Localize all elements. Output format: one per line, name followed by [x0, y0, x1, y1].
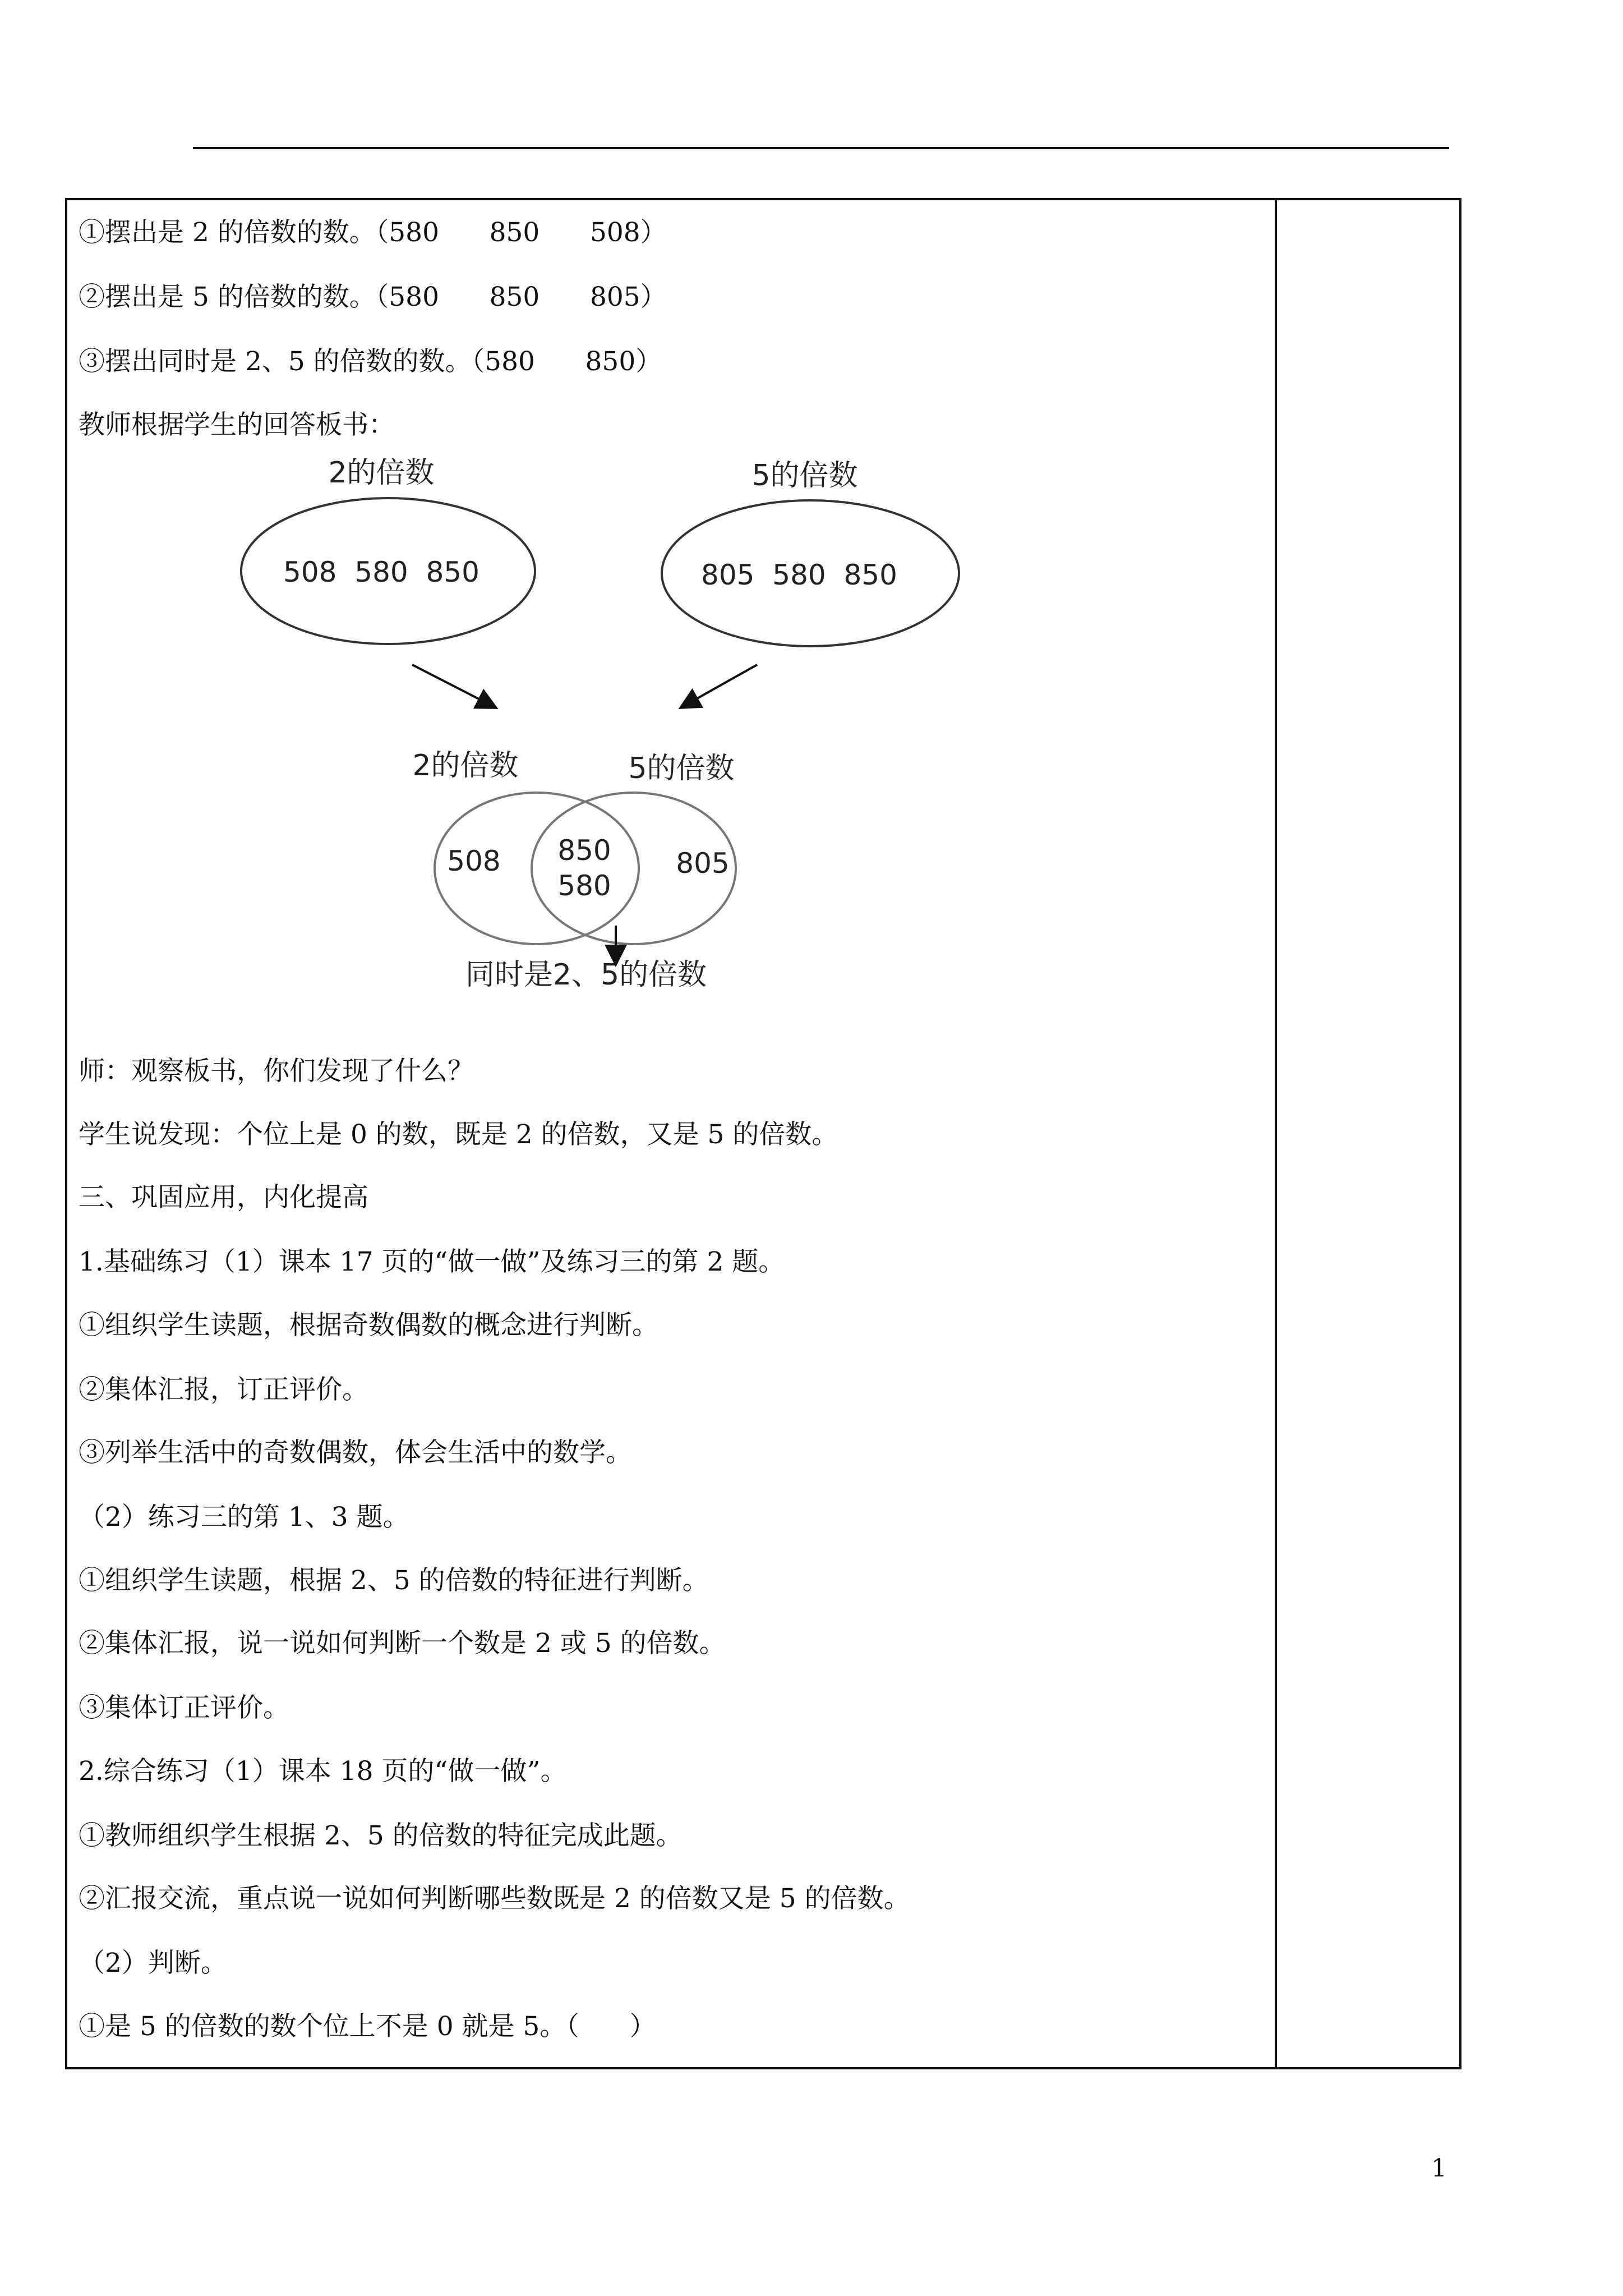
text-line: 2.综合练习（1）课本 18 页的“做一做”。	[79, 1756, 567, 1787]
venn-common-bottom: 580	[557, 869, 611, 902]
venn-left-only: 508	[447, 845, 501, 877]
text-line: 学生说发现：个位上是 0 的数，既是 2 的倍数，又是 5 的倍数。	[79, 1119, 838, 1150]
text-line: ③摆出同时是 2、5 的倍数的数。（580 850）	[79, 346, 662, 377]
venn-left-title: 2的倍数	[412, 749, 519, 783]
arrow-down-right	[412, 665, 496, 708]
text-line: 1.基础练习（1）课本 17 页的“做一做”及练习三的第 2 题。	[79, 1246, 785, 1277]
set2-numbers: 508 580 850	[283, 556, 479, 588]
text-line: ①组织学生读题，根据奇数偶数的概念进行判断。	[79, 1310, 658, 1341]
header-rule	[193, 147, 1449, 149]
text-line: ②集体汇报，订正评价。	[79, 1374, 368, 1405]
text-line: ①教师组织学生根据 2、5 的倍数的特征完成此题。	[79, 1820, 683, 1851]
venn-caption: 同时是2、5的倍数	[465, 958, 707, 992]
text-line: （2）练习三的第 1、3 题。	[79, 1502, 409, 1533]
text-line: ③列举生活中的奇数偶数，体会生活中的数学。	[79, 1437, 632, 1468]
text-line: ②摆出是 5 的倍数的数。（580 850 805）	[79, 282, 667, 312]
page-number: 1	[1431, 2154, 1447, 2183]
text-line: ②汇报交流，重点说一说如何判断哪些数既是 2 的倍数又是 5 的倍数。	[79, 1883, 910, 1914]
text-line: 教师根据学生的回答板书：	[79, 409, 395, 440]
text-line: 师：观察板书，你们发现了什么？	[79, 1056, 474, 1087]
set5-title: 5的倍数	[751, 459, 858, 493]
text-line: ①摆出是 2 的倍数的数。（580 850 508）	[79, 217, 667, 248]
set2-title: 2的倍数	[328, 456, 435, 490]
text-line: ③集体订正评价。	[79, 1692, 289, 1723]
section-heading: 三、巩固应用，内化提高	[79, 1182, 368, 1213]
multiples-venn-diagram	[213, 443, 1009, 999]
text-line: ①是 5 的倍数的数个位上不是 0 就是 5。（ ）	[79, 2011, 656, 2042]
arrow-down-left	[680, 665, 757, 708]
venn-common-top: 850	[557, 834, 611, 867]
table-column-divider	[1275, 198, 1277, 2069]
venn-right-only: 805	[676, 847, 730, 880]
text-line: （2）判断。	[79, 1948, 227, 1978]
text-line: ②集体汇报，说一说如何判断一个数是 2 或 5 的倍数。	[79, 1628, 726, 1659]
set5-numbers: 805 580 850	[701, 559, 897, 591]
text-line: ①组织学生读题，根据 2、5 的倍数的特征进行判断。	[79, 1565, 709, 1596]
venn-right-title: 5的倍数	[628, 752, 735, 785]
